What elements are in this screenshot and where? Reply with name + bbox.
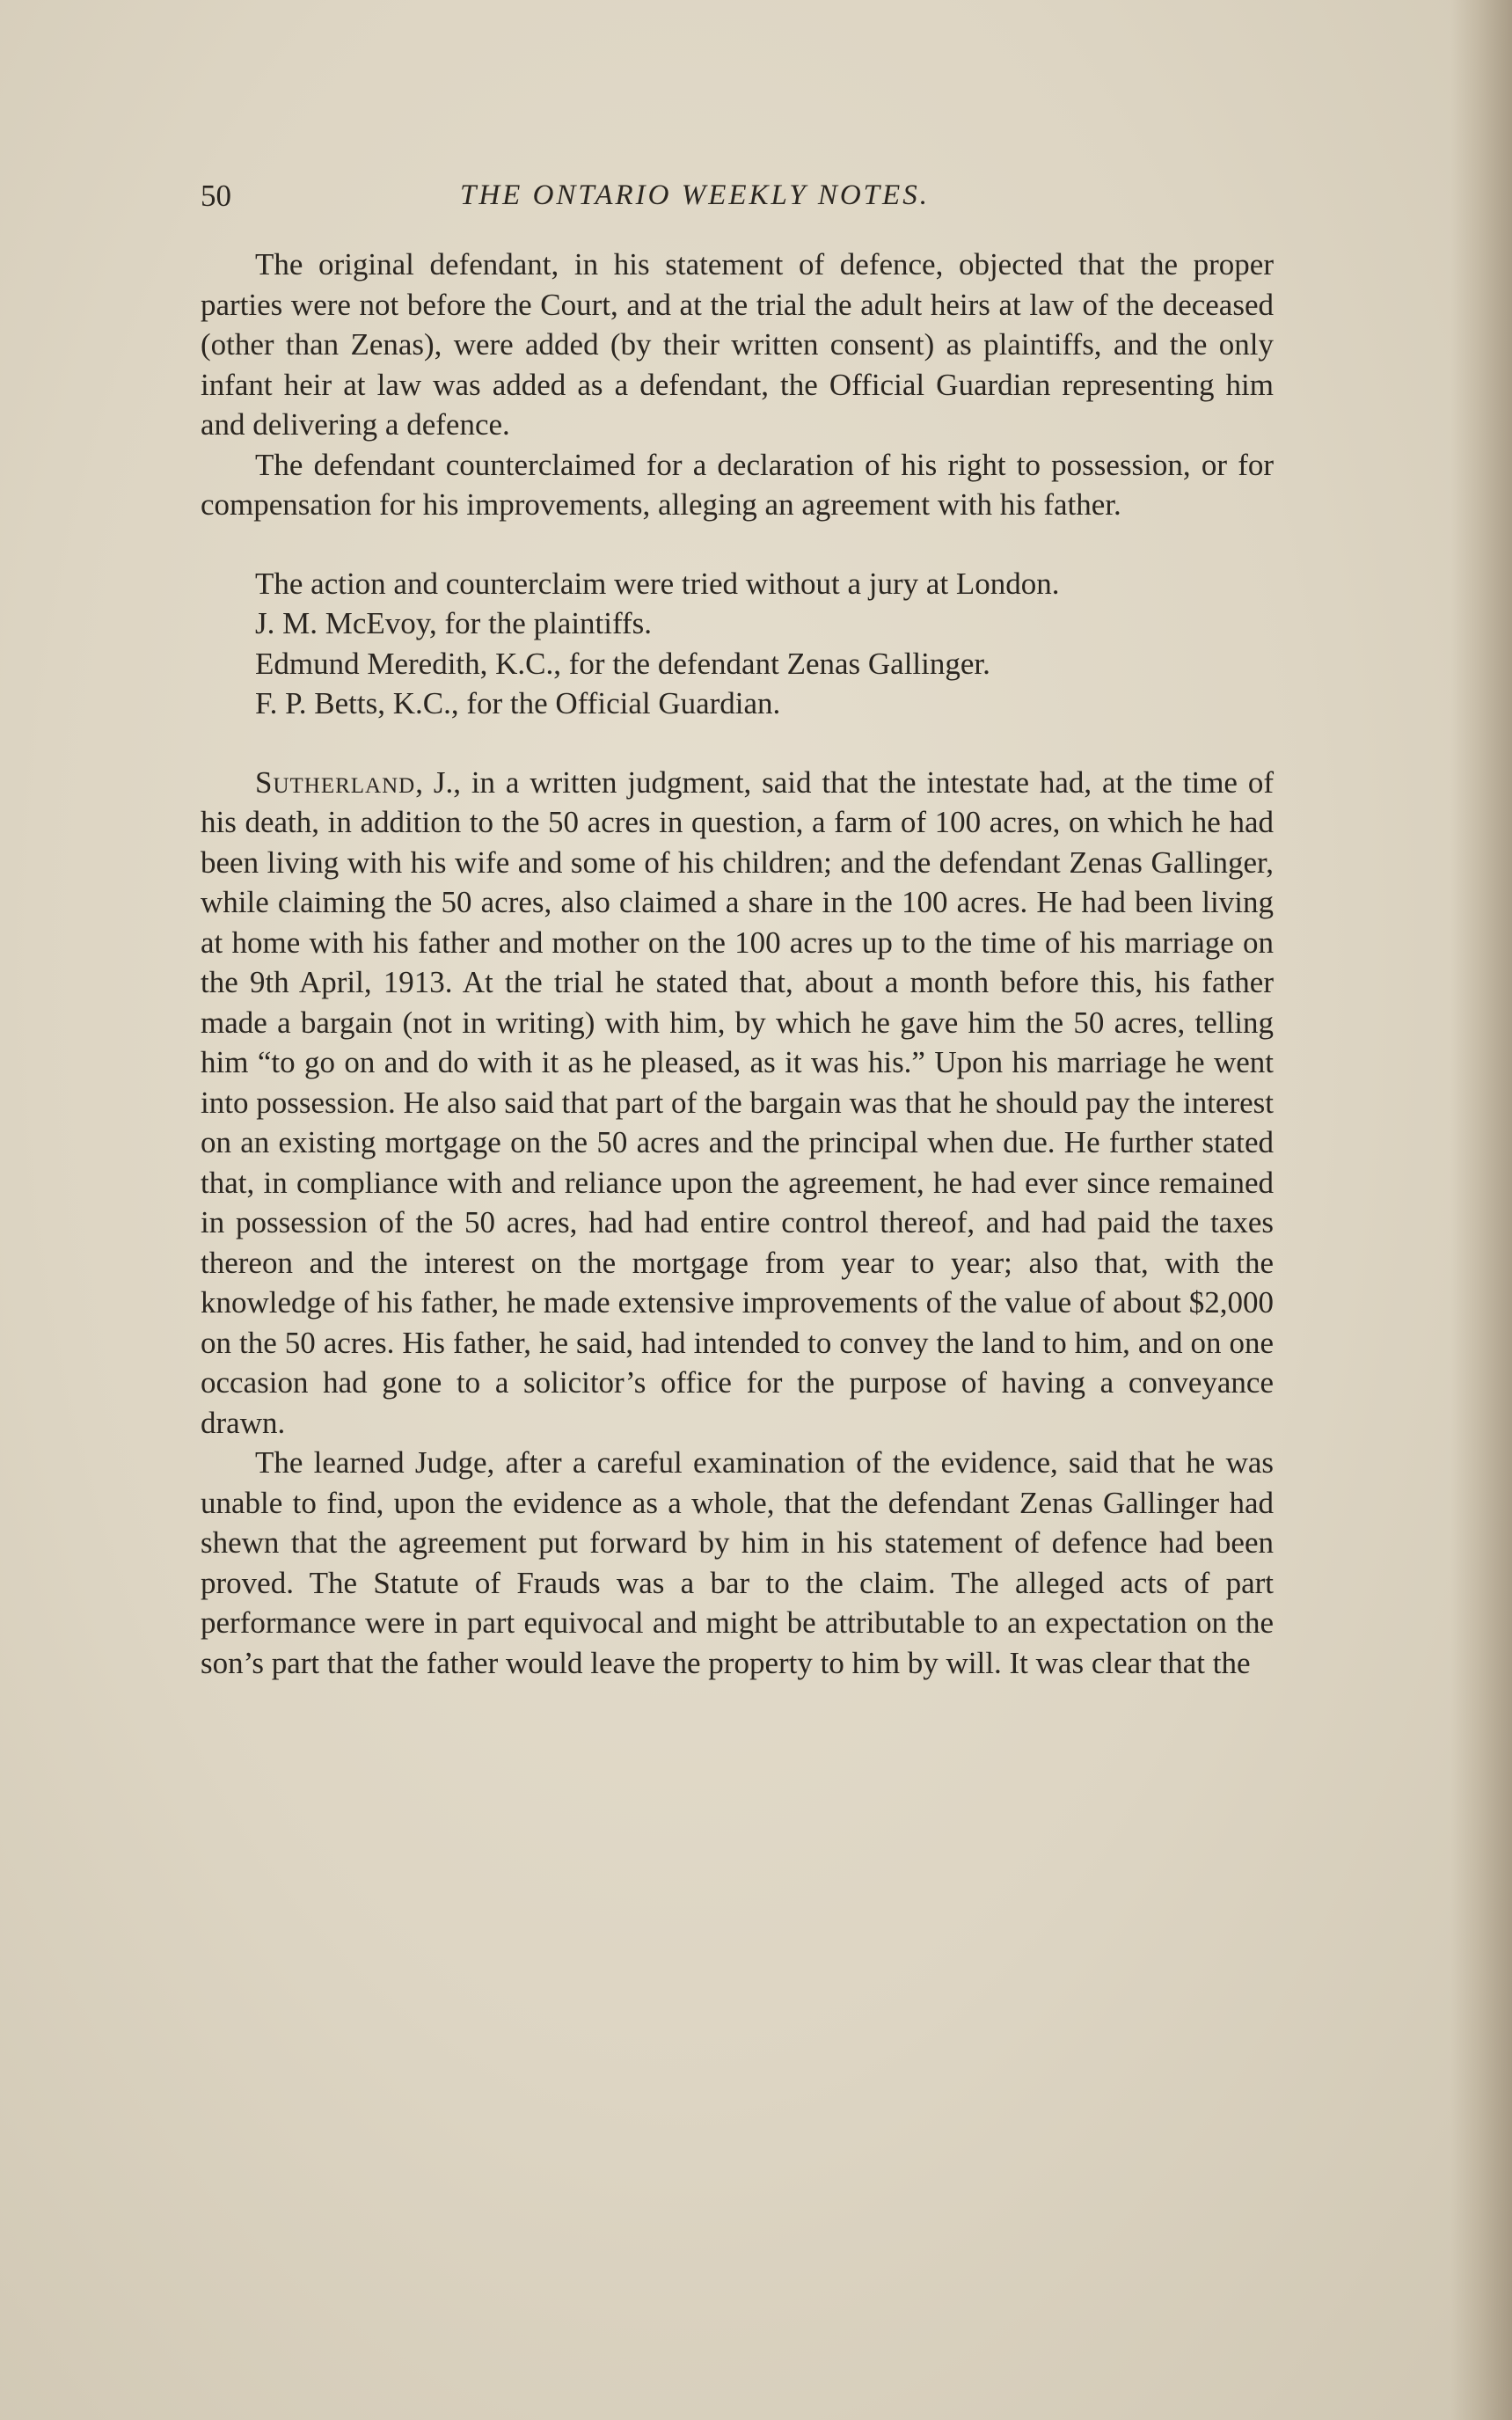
judge-name: Sutherland xyxy=(255,764,416,800)
paragraph-judgment xyxy=(201,763,1274,1444)
journal-title: THE ONTARIO WEEKLY NOTES. xyxy=(460,179,930,211)
paragraph-defence-objection: The original defendant, in his statement of defence, objected that the proper parties were not before the Court, and at the trial the adult heirs at law of the deceased (other than Zenas), were added (by their written consent) as plaintiffs, and the only infant heir at law was added as a defendant, the Official Guardian representing him and delivering a defence. xyxy=(201,247,1274,442)
paragraph-findings: The learned Judge, after a careful examination of the evidence, said that he was unable to find, upon the evidence as a whole, that the defendant Zenas Gallinger had shewn that the agreement put forward by him in his statement of defence had been proved. The Statute of Frauds was a bar to the claim. The alleged acts of part performance were in part equivocal and might be attributable to an expectation on the son’s part that the father would leave the property to him by will. It was clear that the xyxy=(201,1445,1274,1680)
section-gap xyxy=(201,525,1274,564)
page-gutter-shadow xyxy=(1450,0,1512,2420)
section-gap xyxy=(201,724,1274,763)
running-head xyxy=(201,167,1274,220)
paragraph-trial-venue: The action and counterclaim were tried without a jury at London. xyxy=(255,566,1060,601)
counsel-official-guardian: F. P. Betts, K.C., for the Official Guardian. xyxy=(255,686,781,720)
page-text xyxy=(201,167,1274,1683)
counsel-defendant: Edmund Meredith, K.C., for the defendant Zenas Gallinger. xyxy=(255,646,990,681)
counsel-plaintiffs: J. M. McEvoy, for the plaintiffs. xyxy=(255,606,653,640)
judgment-text: , J., in a written judgment, said that the intestate had, at the time of his death, in addition to the 50 acres in question, a farm of 100 acres, on which he had been living with his wife and some of his children; and the defendant Zenas Gallinger, while claiming the 50 acres, also claimed a share in the 100 acres. He had been living at home with his father and mother on the 100 acres up to the time of his marriage on the 9th April, 1913. At the trial he stated that, about a month before this, his father made a bargain (not in writing) with him, by which he gave him the 50 acres, telling him “to go on and do with it as he pleased, as it was his.” Upon his marriage he went into possession. He also said that part of the bargain was that he should pay the interest on an existing mortgage on the 50 acres and the principal when due. He further stated that, in compliance with and reliance upon the agreement, he had ever since remained in possession of the 50 acres, had had entire control thereof, and had paid the taxes thereon and the interest on the mortgage from year to year; also that, with the knowledge of his father, he made extensive improvements of the value of about $2,000 on the 50 acres. His father, he said, had intended to convey the land to him, and on one occasion had gone to a solicitor’s office for the purpose of having a conveyance drawn. xyxy=(201,764,1274,1440)
paragraph-counterclaim: The defendant counterclaimed for a declaration of his right to possession, or for compensation for his improvements, alleging an agreement with his father. xyxy=(201,447,1274,522)
page-number: 50 xyxy=(201,179,231,213)
